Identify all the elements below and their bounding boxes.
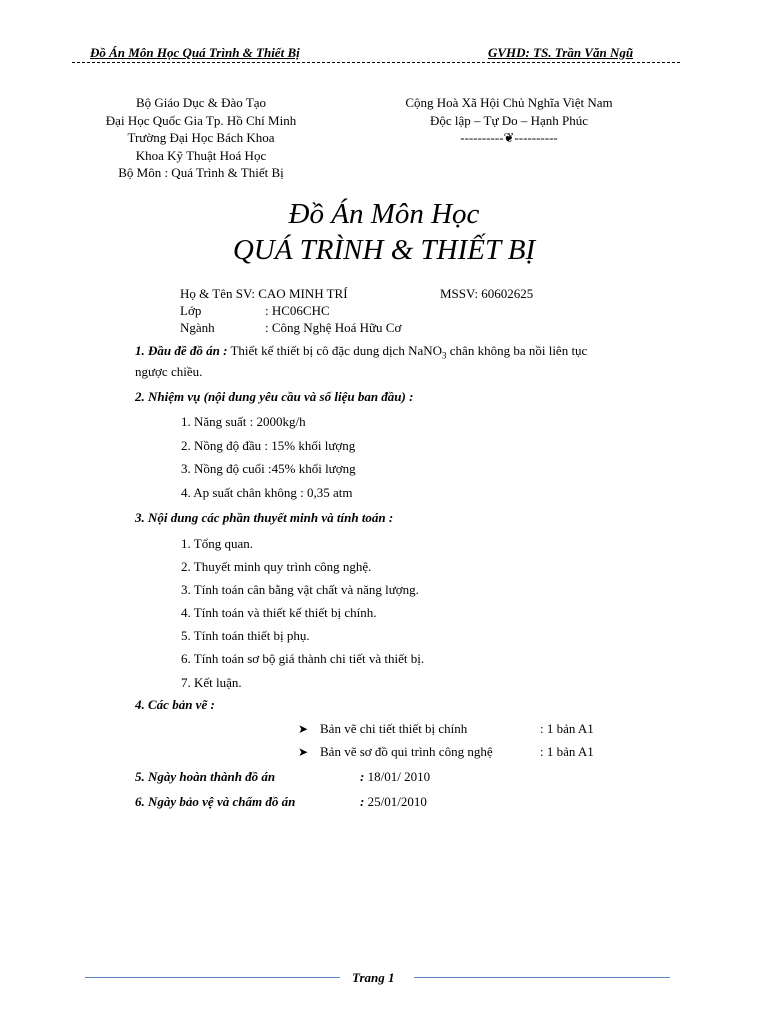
list-item: 2. Nồng độ đầu : 15% khối lượng [181,438,356,453]
header-course-title: Đồ Án Môn Học Quá Trình & Thiết Bị [90,45,300,60]
student-id: MSSV: 60602625 [440,286,534,301]
section1-heading: 1. Đầu đề đồ án : [135,343,228,358]
nation-name: Cộng Hoà Xã Hội Chủ Nghĩa Việt Nam [405,95,613,110]
section1-line1 [135,343,587,361]
institution-line: Khoa Kỹ Thuật Hoá Học [135,147,267,163]
institution-line: Bộ Môn : Quá Trình & Thiết Bị [118,165,284,180]
list-item: 1. Tổng quan. [181,536,253,551]
doc-title-line1: Đồ Án Môn Học [288,198,480,230]
arrow-bullet-icon: ➤ [298,745,309,759]
section5-heading: 5. Ngày hoàn thành đồ án [135,769,276,784]
section1-text-cont: chân không ba nồi liên tục [446,343,588,358]
section6-heading: 6. Ngày bảo vệ và chấm đồ án [135,794,296,809]
drawing-name: Bản vẽ sơ đồ qui trình công nghệ [320,744,493,759]
list-item: 5. Tính toán thiết bị phụ. [181,628,310,643]
section6-date: 25/01/2010 [364,794,427,809]
header-advisor: GVHD: TS. Trần Văn Ngũ [488,45,634,60]
institution-block [72,94,330,182]
page-number: Trang 1 [352,970,395,985]
header-divider [72,62,680,63]
class-value: : HC06CHC [265,303,330,318]
major-label: Ngành [180,320,215,335]
list-item: 4. Ap suất chân không : 0,35 atm [181,485,353,500]
list-item: 2. Thuyết minh quy trình công nghệ. [181,559,372,574]
section6-value-line [360,794,427,810]
nation-divider: ----------❦---------- [460,130,558,145]
institution-line: Trường Đại Học Bách Khoa [127,130,275,145]
list-item: 3. Nồng độ cuối :45% khối lượng [181,461,356,476]
doc-title-line2: QUÁ TRÌNH & THIẾT BỊ [232,234,536,266]
section1-line2: ngược chiều. [135,364,203,379]
institution-line: Bộ Giáo Dục & Đào Tạo [135,95,267,110]
section1-subscript: 3 [442,350,447,361]
arrow-bullet-icon: ➤ [298,722,309,736]
list-item: 4. Tính toán và thiết kế thiết bị chính. [181,605,377,620]
list-item: 3. Tính toán cân bằng vật chất và năng lượng. [181,582,419,597]
section1-text: Thiết kế thiết bị cô đặc dung dịch NaNO [227,343,443,358]
nation-block [370,94,648,147]
footer-divider-left [85,977,340,978]
section5-value-line [360,769,430,785]
section3-heading: 3. Nội dung các phần thuyết minh và tính toán : [135,510,394,525]
list-item: 7. Kết luận. [181,675,242,690]
drawing-qty: : 1 bản A1 [540,744,594,759]
list-item: 6. Tính toán sơ bộ giá thành chi tiết và thiết bị. [181,651,425,666]
footer-divider-right [414,977,670,978]
drawing-qty: : 1 bản A1 [540,721,594,736]
student-name: Họ & Tên SV: CAO MINH TRÍ [180,286,348,301]
drawing-name: Bản vẽ chi tiết thiết bị chính [320,721,468,736]
class-label: Lớp [180,303,202,318]
section5-colon: : [360,769,365,784]
section5-date: 18/01/ 2010 [364,769,431,784]
section4-heading: 4. Các bản vẽ : [135,697,215,712]
section2-heading: 2. Nhiệm vụ (nội dung yêu cầu và số liệu ban đầu) : [135,389,414,404]
list-item: 1. Năng suất : 2000kg/h [181,414,306,429]
nation-motto: Độc lập – Tự Do – Hạnh Phúc [429,112,589,128]
major-value: : Công Nghệ Hoá Hữu Cơ [265,320,402,335]
institution-line: Đại Học Quốc Gia Tp. Hồ Chí Minh [105,112,297,128]
section6-colon: : [360,794,365,809]
